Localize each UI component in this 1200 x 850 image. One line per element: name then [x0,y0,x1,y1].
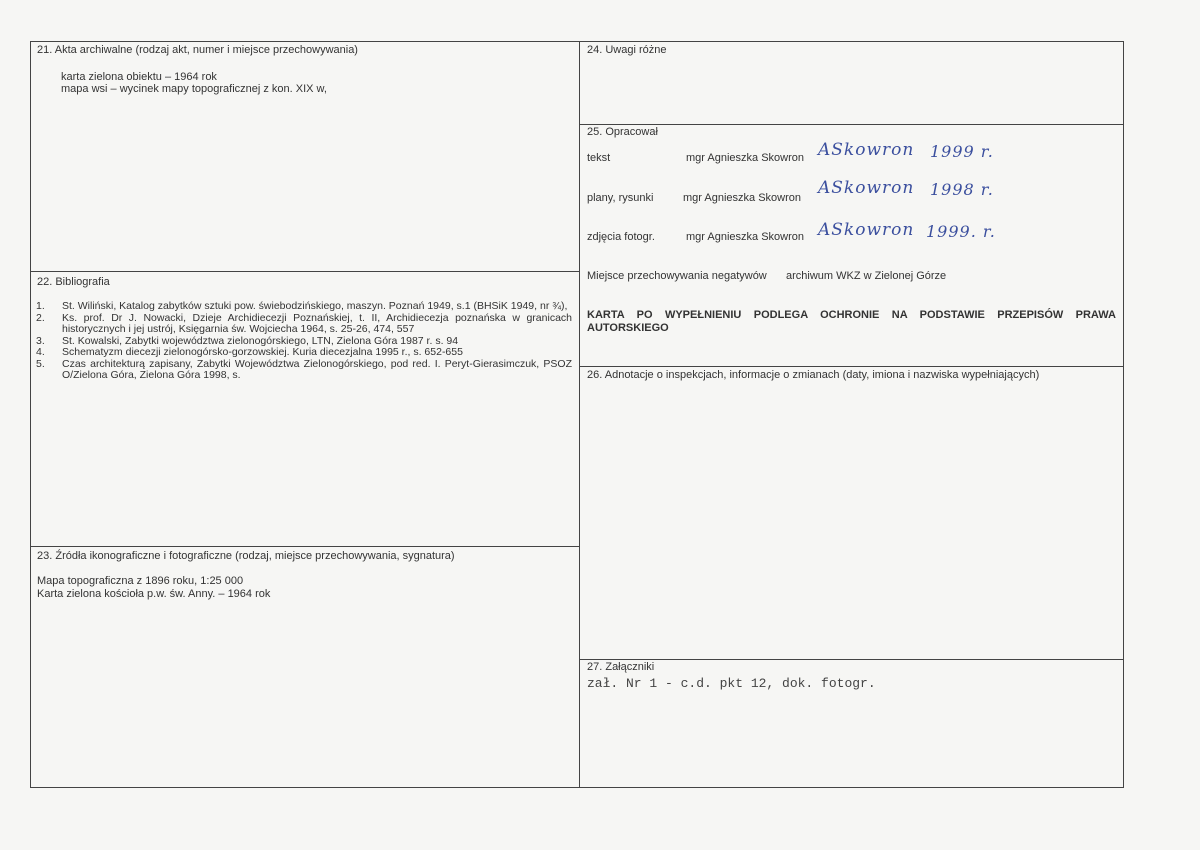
list-item [36,313,572,336]
signature: ASkowron [818,140,915,160]
iconography-line-2: Karta zielona kościoła p.w. św. Anny. – 1964 rok [37,588,271,600]
section-27-title: 27. Załączniki [587,661,655,673]
divider-25-26 [579,366,1124,367]
signature: ASkowron [818,178,915,198]
item-text: St. Wiliński, Katalog zabytków sztuki pow. świebodzińskiego, maszyn. Poznań 1949, s.1 (BHSiK 1949, nr ¾), [62,300,568,312]
item-text: St. Kowalski, Zabytki województwa zielonogórskiego, LTN, Zielona Góra 1987 r. s. 94 [62,334,459,347]
divider-24-25 [579,124,1124,125]
bibliography-list [36,301,572,382]
item-number: 5. [36,357,45,370]
divider-22-23 [30,546,579,547]
signature-date: 1998 r. [930,180,994,199]
item-text: Schematyzm diecezji zielonogórsko-gorzowskiej. Kuria diecezjalna 1995 r., s. 652-655 [62,346,463,358]
archive-line-2: mapa wsi – wycinek mapy topograficznej z kon. XIX w, [61,83,327,95]
negatives-label: Miejsce przechowywania negatywów [587,270,767,282]
archive-line-1: karta zielona obiektu – 1964 rok [61,71,217,83]
row-label-photos: zdjęcia fotogr. [587,231,655,243]
row-author: mgr Agnieszka Skowron [686,152,804,164]
list-item [36,301,572,313]
signature-date: 1999 r. [930,142,994,161]
row-author: mgr Agnieszka Skowron [683,192,801,204]
section-26-title: 26. Adnotacje o inspekcjach, informacje o zmianach (daty, imiona i nazwiska wypełniających) [587,369,1040,381]
row-author: mgr Agnieszka Skowron [686,231,804,243]
signature: ASkowron [818,220,915,240]
item-text: Czas architekturą zapisany, Zabytki Województwa Zielonogórskiego, pod red. I. Peryt-Gierasimczuk, PSOZ O/Zielona Góra, Zielona Góra 1998, s. [62,357,572,381]
copyright-notice: KARTA PO WYPEŁNIENIU PODLEGA OCHRONIE NA PODSTAWIE PRZEPISÓW PRAWA AUTORSKIEGO [587,309,1116,334]
section-25-title: 25. Opracował [587,126,658,138]
section-21-title: 21. Akta archiwalne (rodzaj akt, numer i miejsce przechowywania) [37,44,358,56]
row-label-text: tekst [587,152,611,164]
item-number: 4. [36,346,45,358]
item-number: 2. [36,311,45,324]
divider-26-27 [579,659,1124,660]
item-number: 3. [36,334,45,347]
divider-21-22 [30,271,579,272]
negatives-value: archiwum WKZ w Zielonej Górze [786,270,947,282]
section-23-title: 23. Źródła ikonograficzne i fotograficzne (rodzaj, miejsce przechowywania, sygnatura) [37,550,455,562]
column-divider [579,41,580,788]
item-text: Ks. prof. Dr J. Nowacki, Dzieje Archidiecezji Poznańskiej, t. II, Archidiecezja poznańska w granicach historycznych i jej ustrój, Księgarnia św. Wojciecha 1964, s. 25-26, 474, 557 [62,311,572,335]
iconography-line-1: Mapa topograficzna z 1896 roku, 1:25 000 [37,575,244,587]
signature-date: 1999. r. [926,222,996,241]
section-24-title: 24. Uwagi różne [587,44,667,56]
item-number: 1. [36,300,45,312]
attachments-value: zał. Nr 1 - c.d. pkt 12, dok. fotogr. [587,676,876,691]
row-label-plans: plany, rysunki [587,192,654,204]
list-item [36,359,572,382]
list-item [36,347,572,359]
section-22-title: 22. Bibliografia [37,276,110,288]
